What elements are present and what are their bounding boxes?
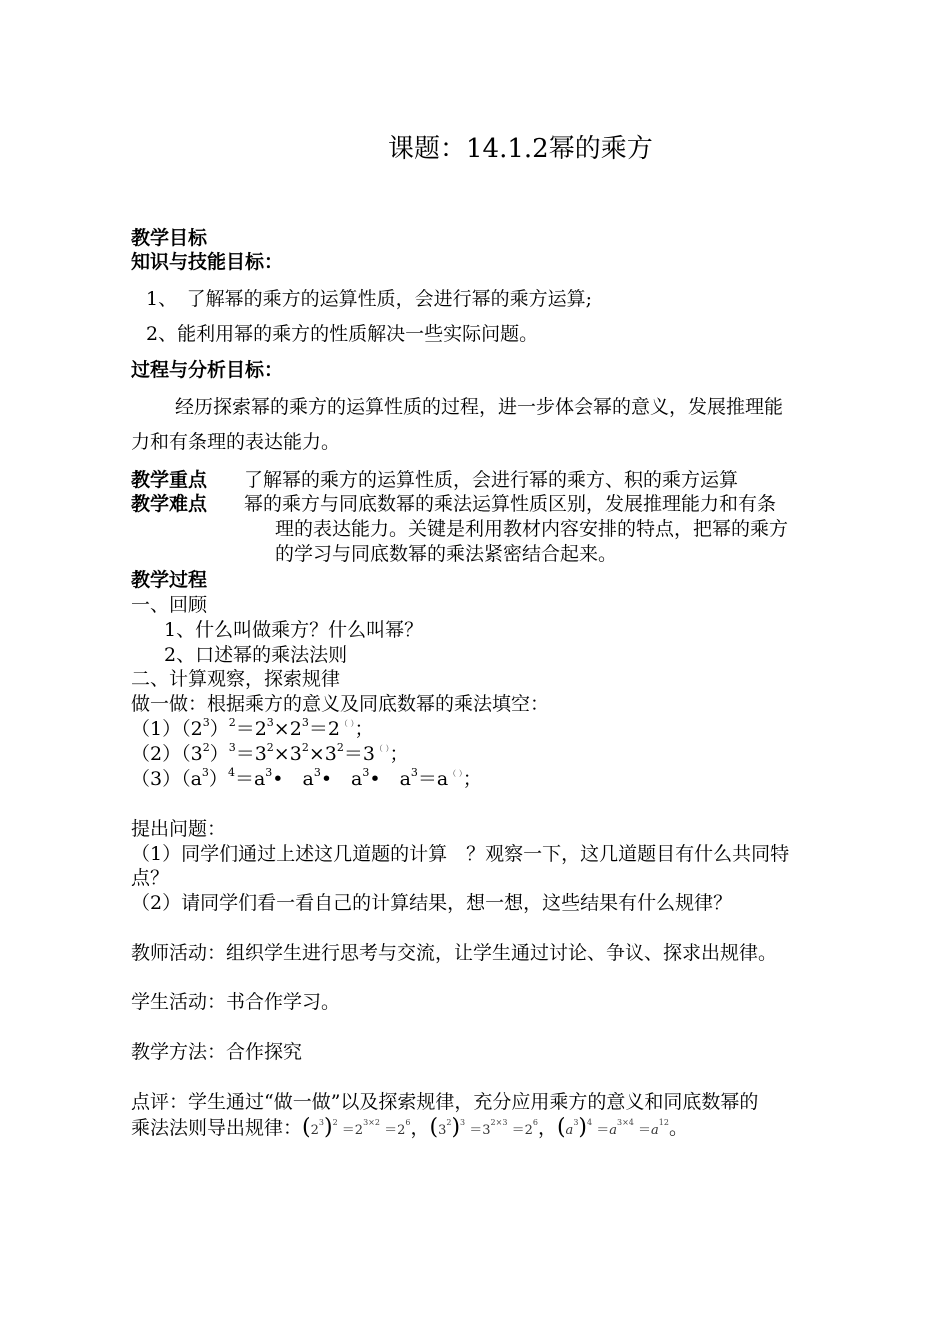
- question-2: （2）请同学们看一看自己的计算结果，想一想，这些结果有什么规律？: [131, 892, 733, 914]
- formula-3-power: $(3^2)^3 =3^{2\times 3} =2^6$: [429, 1115, 538, 1140]
- comment-text: 乘法法则导出规律：: [131, 1117, 303, 1139]
- formula-2-power: $(2^3)^2 =2^{3\times 2} =2^6$: [302, 1115, 411, 1140]
- exercise-label: （3）: [131, 768, 182, 790]
- difficulty-line-3: 的学习与同底数幂的乘法紧密结合起来。: [275, 543, 618, 565]
- page-title: 课题：14.1.2幂的乘方: [388, 134, 653, 164]
- key-point-label: 教学重点: [131, 469, 208, 491]
- comment-line-1: 点评：学生通过“做一做”以及探索规律，充分应用乘方的意义和同底数幂的: [131, 1091, 759, 1113]
- difficulty-line-1: 幂的乘方与同底数幂的乘法运算性质区别，发展推理能力和有条: [244, 493, 777, 515]
- difficulty-label: 教学难点: [131, 493, 208, 515]
- teaching-method: 教学方法：合作探究: [131, 1041, 303, 1063]
- heading-process-goals: 过程与分析目标：: [131, 359, 284, 381]
- difficulty-line-2: 理的表达能力。关键是利用教材内容安排的特点，把幂的乘方: [275, 518, 789, 540]
- review-item-1: 1、什么叫做乘方？什么叫幂？: [164, 619, 424, 641]
- questions-heading: 提出问题：: [131, 818, 227, 840]
- knowledge-item-2: 2、能利用幂的乘方的性质解决一些实际问题。: [146, 323, 539, 345]
- question-1-line-1: （1）同学们通过上述这几道题的计算 ？观察一下，这几道题目有什么共同特: [131, 843, 790, 865]
- exercise-1: $(1)(2^3)^2=2^3\times 2^3=2^{( )}$；: [131, 716, 374, 740]
- explore-heading: 二、计算观察，探索规律: [131, 668, 341, 690]
- exercise-label: （1）: [131, 718, 182, 740]
- formula-a-power: $(a^3)^4 =a^{3\times 4} =a^{12}$: [556, 1115, 669, 1140]
- student-activity: 学生活动：书合作学习。: [131, 991, 341, 1013]
- section-heading-process: 教学过程: [131, 569, 208, 591]
- section-heading-goals: 教学目标: [131, 227, 208, 249]
- question-1-line-2: 点？: [131, 867, 170, 889]
- review-item-2: 2、口述幂的乘法法则: [164, 644, 348, 666]
- review-heading: 一、回顾: [131, 594, 208, 616]
- knowledge-item-1: 1、 了解幂的乘方的运算性质，会进行幂的乘方运算;: [146, 288, 592, 310]
- process-goal-line-2: 力和有条理的表达能力。: [131, 431, 341, 453]
- exercise-label: （2）: [131, 743, 182, 765]
- comment-line-2: 乘法法则导出规律：$(2^3)^2 =2^{3\times 2} =2^6$，$(3^2)^3 =3^{2\times 3} =2^6$，$(a^3)^4 =a^{3\times 4} =a^{12}$。: [131, 1115, 688, 1140]
- process-goal-line-1: 经历探索幂的乘方的运算性质的过程，进一步体会幂的意义，发展推理能: [175, 396, 784, 418]
- exercise-2: $(2)(3^2)^3=3^2\times 3^2\times 3^2=3^{( )}$；: [131, 741, 409, 765]
- teacher-activity: 教师活动：组织学生进行思考与交流，让学生通过讨论、争议、探求出规律。: [131, 942, 778, 964]
- heading-knowledge-goals: 知识与技能目标：: [131, 251, 284, 273]
- try-intro: 做一做：根据乘方的意义及同底数幂的乘法填空：: [131, 693, 550, 715]
- key-point-text: 了解幂的乘方的运算性质，会进行幂的乘方、积的乘方运算: [244, 469, 739, 491]
- exercise-3: $(3)(a^3)^4=a^3•$ $a^3•$ $a^3•$ $a^3=a^{( )}$；: [131, 766, 482, 790]
